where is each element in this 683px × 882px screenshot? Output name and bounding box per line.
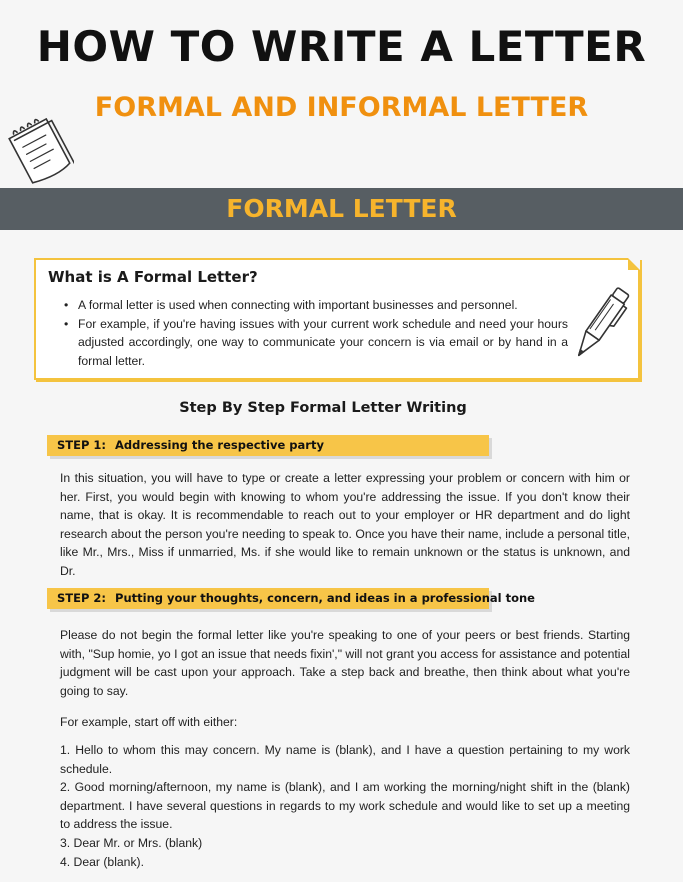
folded-corner [628,258,640,270]
definition-bullet: • A formal letter is used when connecting with important businesses and personnel. [48,296,568,315]
list-item: 2. Good morning/afternoon, my name is (blank), and I am working the morning/night shift in the (blank) department. I have several questions in regards to my work schedule and would like to set up a meeting to address the issue. [60,780,630,832]
step-number: STEP 2: [57,591,107,605]
step-title: Addressing the respective party [115,438,324,452]
definition-list [48,296,568,370]
definition-bullet: • For example, if you're having issues with your current work schedule and need your hours adjusted accordingly, one way to communicate your concern is via email or by hand in a formal letter. [48,315,568,371]
list-item: 3. Dear Mr. or Mrs. (blank) [60,835,203,850]
notepad-icon [4,110,74,188]
step-2-body: Please do not begin the formal letter like you're speaking to one of your peers or best friends. Starting with, "Sup homie, yo I got an issue that needs fixin'," will not grant you access for assistance and potential judgment will be cast upon your approach. Take a step back and breathe, then think about what you're going to say. [60,628,630,698]
definition-box [34,258,640,380]
list-item: 1. Hello to whom this may concern. My name is (blank), and I have a question pertaining to my work schedule. [60,743,630,776]
definition-heading: What is A Formal Letter? [48,268,258,286]
page-subtitle: FORMAL AND INFORMAL LETTER [94,92,589,123]
step-1-header [47,435,489,456]
step-2-header [47,588,535,609]
banner-label: FORMAL LETTER [226,194,457,223]
step-title: Putting your thoughts, concern, and ideas in a professional tone [115,591,535,605]
step-number: STEP 1: [57,438,107,452]
section-title: Step By Step Formal Letter Writing [179,400,467,416]
list-item: 4. Dear (blank). [60,854,144,869]
page-title: HOW TO WRITE A LETTER [36,22,647,71]
example-intro: For example, start off with either: [60,715,238,729]
pen-icon [568,278,632,372]
step-1-body: In this situation, you will have to type or create a letter expressing your problem or concern with him or her. First, you would begin with knowing to whom you're addressing the issue. If you don't know their name, that is okay. It is recommendable to reach out to your employer or HR department and do light research about the person you're needing to speak to. Once you have their name, include a personal title, like Mr., Mrs., Miss if unmarried, Ms. if she would like to remain unknown or the status is unknown, and Dr. [60,471,630,578]
section-banner [0,188,683,230]
example-list [60,741,630,871]
